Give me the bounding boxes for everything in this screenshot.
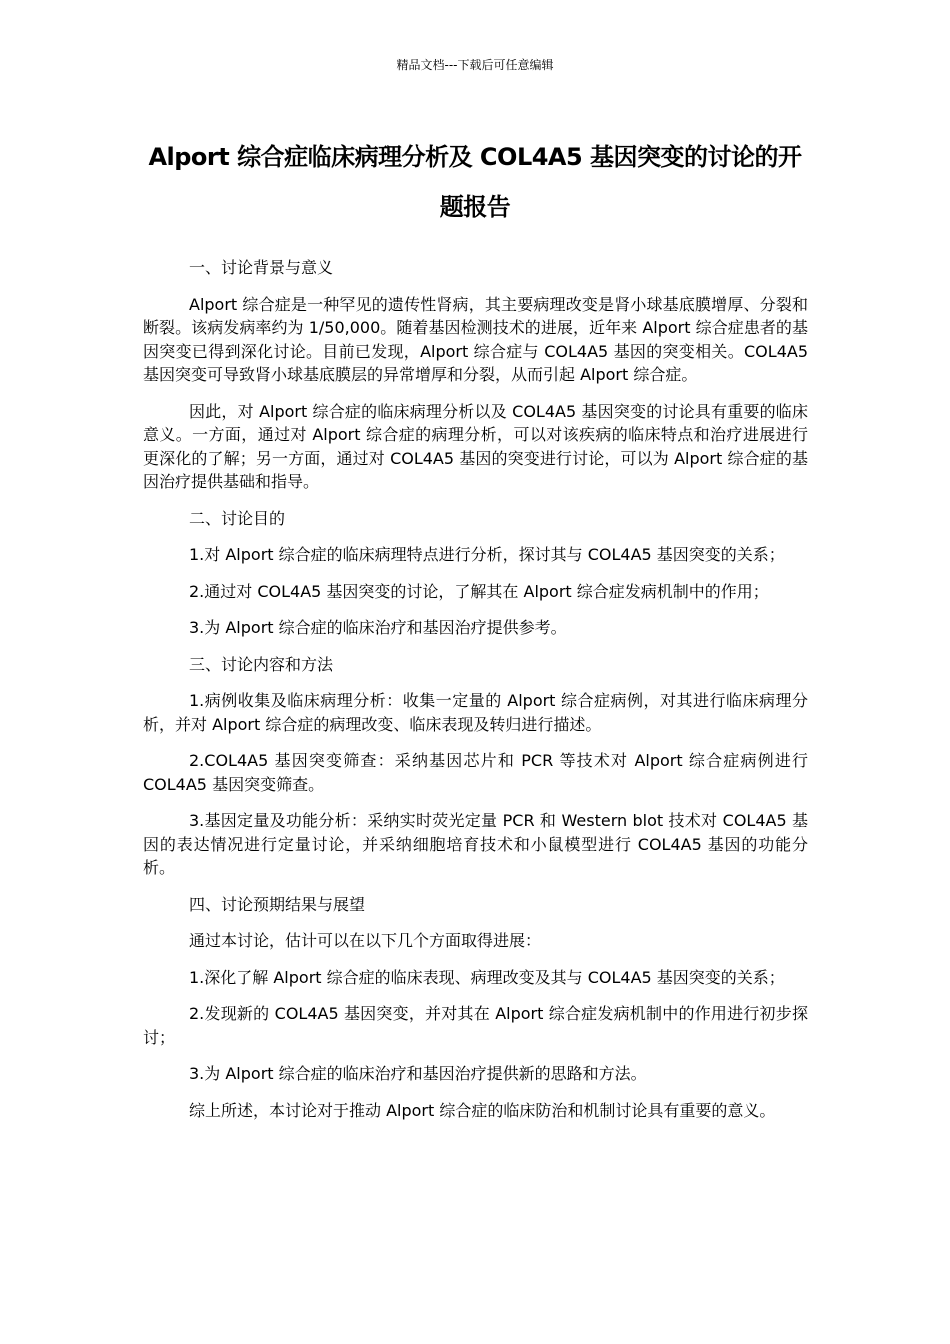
paragraph: 3.为 Alport 综合症的临床治疗和基因治疗提供新的思路和方法。 [189,1064,647,1083]
paragraph: 综上所述，本讨论对于推动 Alport 综合症的临床防治和机制讨论具有重要的意义。 [189,1100,776,1120]
paragraph: 1.对 Alport 综合症的临床病理特点进行分析，探讨其与 COL4A5 基因突变的关系； [189,545,785,564]
document-title: Alport 综合症临床病理分析及 COL4A5 基因突变的讨论的开题报告 [148,143,802,221]
document-body [143,256,808,1135]
paragraph: 1.深化了解 Alport 综合症的临床表现、病理改变及其与 COL4A5 基因突变的关系； [189,967,785,987]
section-heading-outlook: 四、讨论预期结果与展望 [189,894,366,914]
header-note: 精品文档---下载后可任意编辑 [396,58,554,72]
paragraph: 2.通过对 COL4A5 基因突变的讨论，了解其在 Alport 综合症发病机制中的作用； [189,581,769,601]
section-heading-methods: 三、讨论内容和方法 [189,654,334,674]
paragraph: 2.COL4A5 基因突变筛查：采纳基因芯片和 PCR 等技术对 Alport 综合症病例进行 COL4A5 基因突变筛查。 [143,751,808,794]
paragraph: Alport 综合症是一种罕见的遗传性肾病，其主要病理改变是肾小球基底膜增厚、分裂和断裂。该病发病率约为 1/50,000。随着基因检测技术的进展，近年来 Alport 综合症患者的基因突变已得到深化讨论。目前已发现，Alport 综合症与 COL4A5 基因的突变相关。COL4A5 基因突变可导致肾小球基底膜层的异常增厚和分裂，从而引起 Alport 综合症。 [143,294,808,384]
paragraph: 2.发现新的 COL4A5 基因突变，并对其在 Alport 综合症发病机制中的作用进行初步探讨； [143,1004,808,1047]
section-heading-background: 一、讨论背景与意义 [189,258,334,277]
section-heading-objectives: 二、讨论目的 [189,508,286,528]
paragraph: 因此，对 Alport 综合症的临床病理分析以及 COL4A5 基因突变的讨论具有重要的临床意义。一方面，通过对 Alport 综合症的病理分析，可以对该疾病的临床特点和治疗进展进行更深化的了解；另一方面，通过对 COL4A5 基因的突变进行讨论，可以为 Alport 综合症的基因治疗提供基础和指导。 [143,401,808,491]
paragraph: 3.基因定量及功能分析：采纳实时荧光定量 PCR 和 Western blot 技术对 COL4A5 基因的表达情况进行定量讨论，并采纳细胞培育技术和小鼠模型进行 COL4A5 基因的功能分析。 [143,811,808,877]
paragraph: 3.为 Alport 综合症的临床治疗和基因治疗提供参考。 [189,618,567,637]
paragraph: 通过本讨论，估计可以在以下几个方面取得进展： [189,931,542,950]
paragraph: 1.病例收集及临床病理分析：收集一定量的 Alport 综合症病例，对其进行临床病理分析，并对 Alport 综合症的病理改变、临床表现及转归进行描述。 [143,691,808,734]
